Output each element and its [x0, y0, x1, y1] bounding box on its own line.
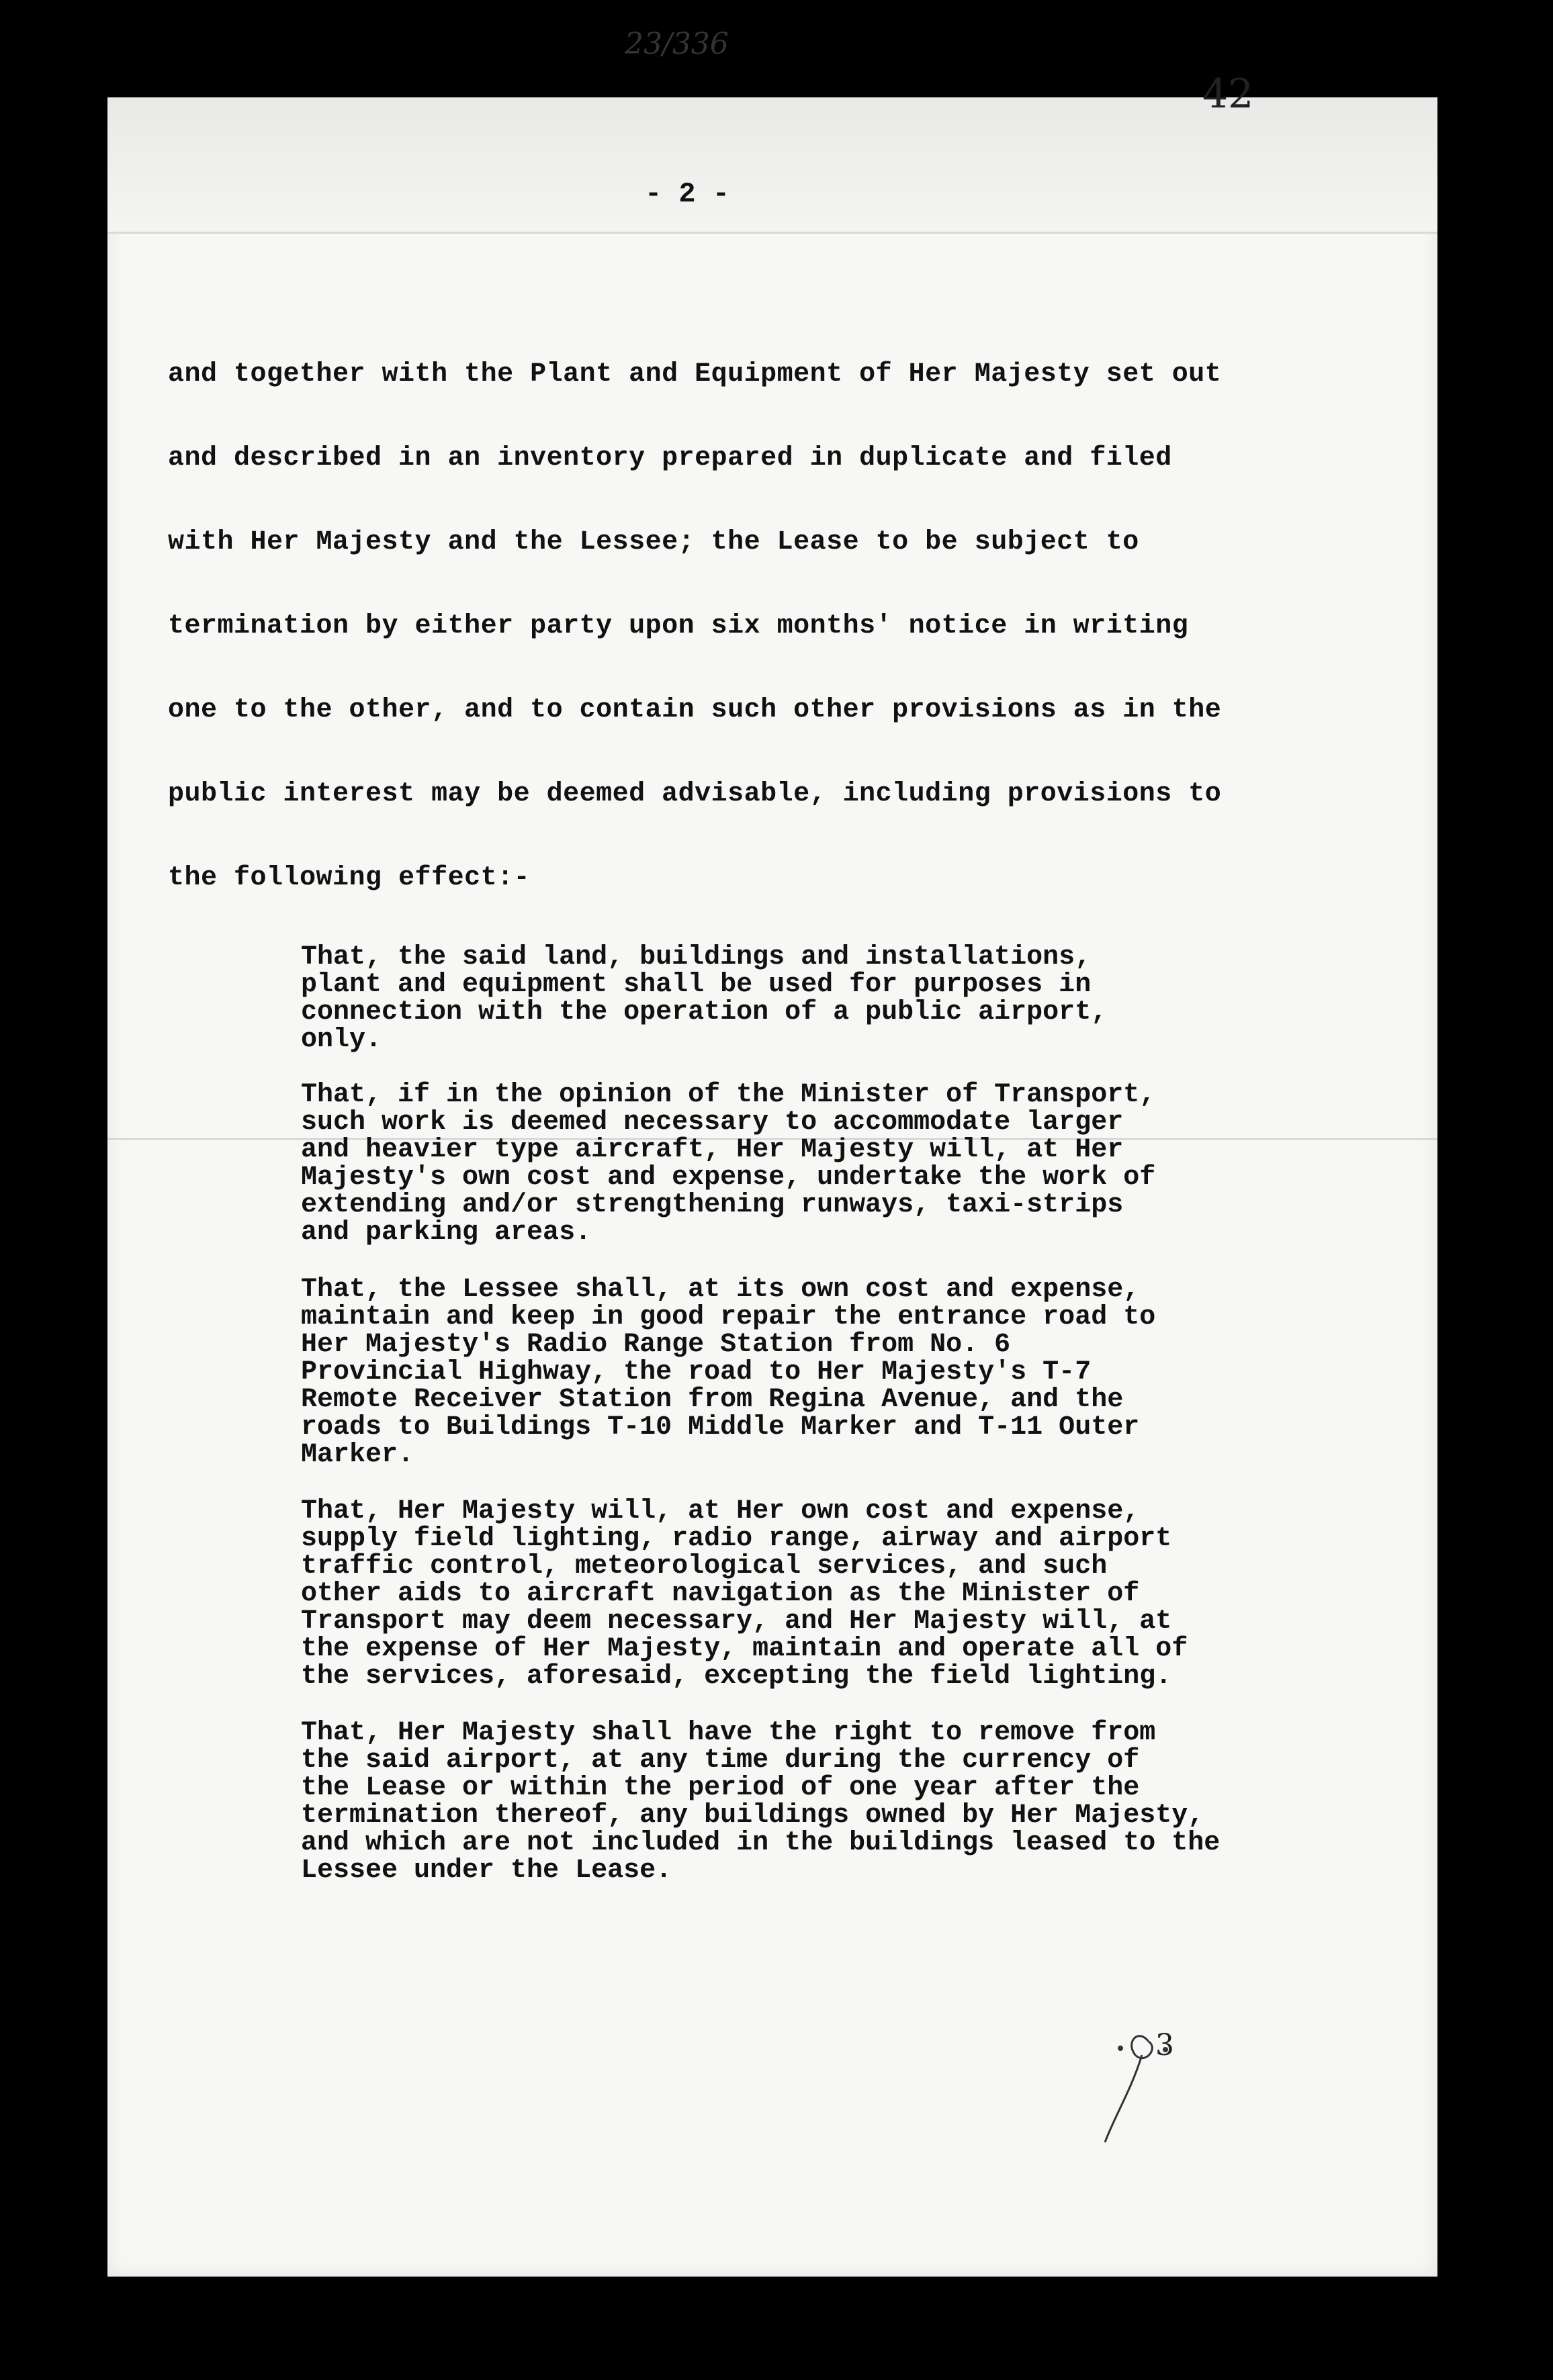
page-number: - 2 - — [645, 178, 730, 210]
body-line: and together with the Plant and Equipment of Her Majesty set out — [168, 359, 1222, 390]
body-line: termination by either party upon six months' notice in writing — [168, 611, 1189, 641]
body-line: and described in an inventory prepared in duplicate and filed — [168, 443, 1172, 473]
provision-paragraph: That, Her Majesty shall have the right to remove from the said airport, at any time during the currency of the Lease or within the period of one year after the termination thereof, any buildings owned by Her Majesty, and which are not included in the buildings leased to the Lessee under the Lease. — [301, 1718, 1221, 1886]
provision-paragraph: That, the said land, buildings and installations, plant and equipment shall be used for purposes in connection with the operation of a public airport, only. — [301, 942, 1108, 1055]
next-page-marker: 3 — [1155, 2028, 1174, 2062]
provision-paragraph: That, the Lessee shall, at its own cost and expense, maintain and keep in good repair the entrance road to Her Majesty's Radio Range Station from No. 6 Provincial Highway, the road to Her Majesty's T-7 Remote Receiver Station from Regina Avenue, and the roads to Buildings T-10 Middle Marker and T-11 Outer Marker. — [301, 1275, 1156, 1470]
sheet-number: 42 — [1202, 71, 1254, 118]
body-line: the following effect:- — [168, 863, 531, 893]
body-line: public interest may be deemed advisable, including provisions to — [168, 779, 1222, 809]
provision-paragraph: That, if in the opinion of the Minister of Transport, such work is deemed necessary to accommodate larger and heavier type aircraft, Her Majesty will, at Her Majesty's own cost and expense, undertake the work of extending and/or strengthening runways, taxi-strips and parking areas. — [301, 1080, 1156, 1248]
provision-paragraph: That, Her Majesty will, at Her own cost and expense, supply field lighting, radio range, airway and airport traffic control, meteorological services, and such other aids to aircraft navigation as the Minister of Transport may deem necessary, and Her Majesty will, at the expense of Her Majesty, maintain and operate all of the services, aforesaid, excepting the field lighting. — [301, 1496, 1188, 1692]
body-line: one to the other, and to contain such other provisions as in the — [168, 695, 1222, 725]
body-line: with Her Majesty and the Lessee; the Lease to be subject to — [168, 527, 1139, 557]
page-top-band — [107, 97, 1437, 234]
handwritten-file-number: 23/336 — [625, 27, 729, 61]
